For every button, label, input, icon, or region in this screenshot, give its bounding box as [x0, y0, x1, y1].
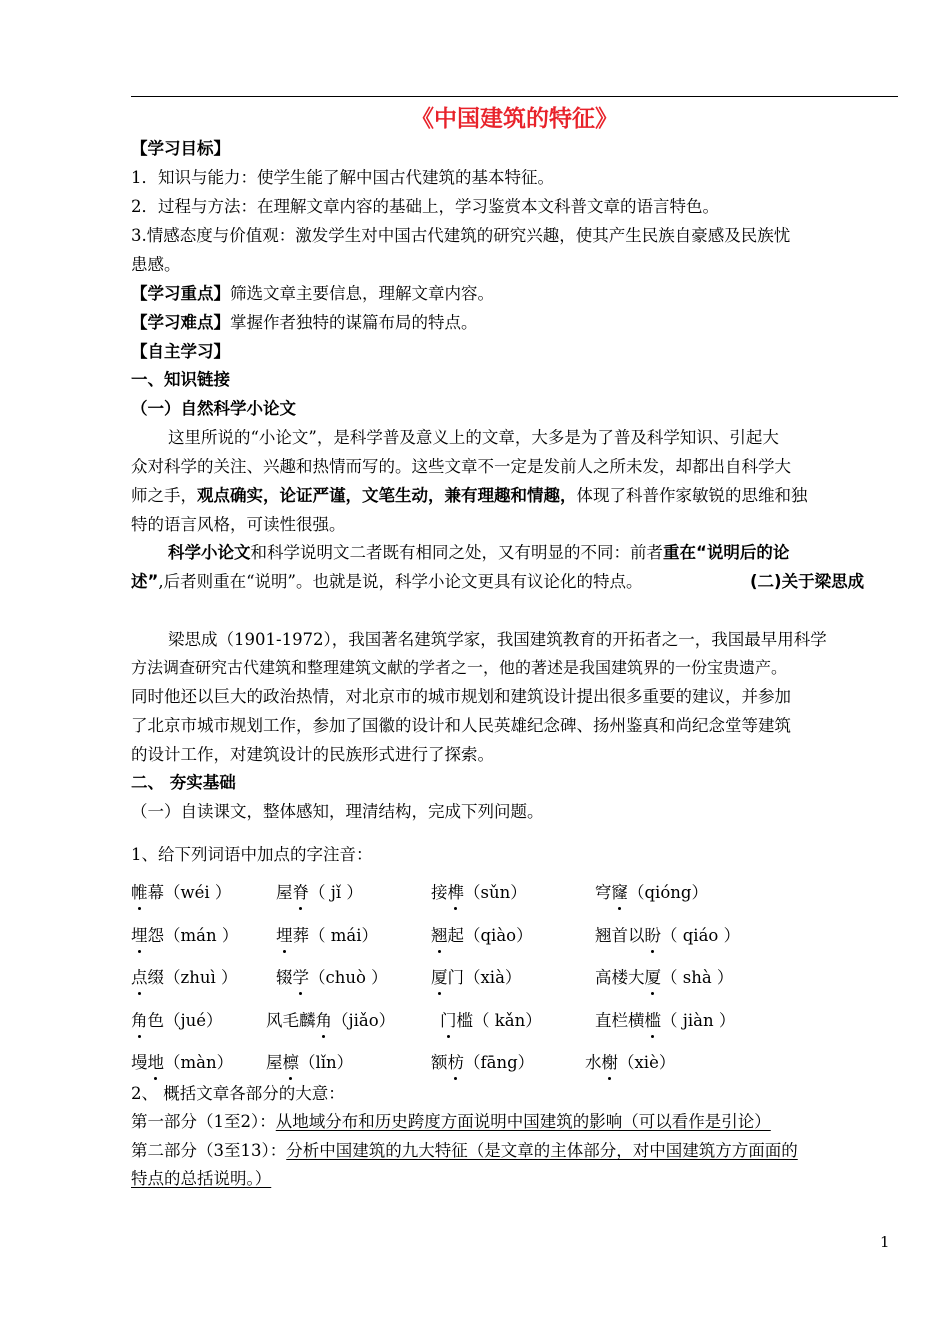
section1-heading: 一、知识链接	[131, 370, 230, 389]
emphasis-text: 观点确实，论证严谨，文笔生动，兼有理趣和情趣，	[197, 486, 577, 505]
section1-sub1: （一）自然科学小论文	[131, 399, 296, 418]
self-study-heading: 【自主学习】	[131, 342, 230, 361]
focus-label: 【学习重点】	[131, 284, 230, 303]
para1-line: 众对科学的关注、兴趣和热情而写的。这些文章不一定是发前人之所未发，却都出自科学大	[131, 457, 791, 476]
section2-sub1: （一）自读课文，整体感知，理清结构，完成下列问题。	[131, 802, 544, 821]
goal-item: 2．过程与方法：在理解文章内容的基础上，学习鉴赏本文科普文章的语言特色。	[131, 197, 719, 216]
pinyin-word-item: 点缀（zhuì ）	[131, 965, 237, 991]
pinyin-word-item: 翘起（qiào）	[431, 923, 533, 949]
pinyin-word-item: 穹窿（qióng）	[595, 880, 708, 906]
pinyin-word-item: 角色（jué）	[131, 1008, 223, 1034]
part1-line: 第一部分（1至2）：从地域分布和历史跨度方面说明中国建筑的影响（可以看作是引论）	[131, 1112, 771, 1131]
part1-answer: 从地域分布和历史跨度方面说明中国建筑的影响（可以看作是引论）	[275, 1112, 771, 1131]
difficulty-label: 【学习难点】	[131, 313, 230, 332]
pinyin-word-item: 厦门（xià）	[431, 965, 521, 991]
page-title: 《中国建筑的特征》	[411, 106, 618, 132]
pinyin-word-item: 屋檩（lǐn）	[266, 1050, 353, 1076]
part2-line: 第二部分（3至13）：分析中国建筑的九大特征（是文章的主体部分，对中国建筑方方面面的	[131, 1141, 798, 1160]
para1-line: 特的语言风格，可读性很强。	[131, 515, 346, 534]
pinyin-word-item: 帷幕（wéi ）	[131, 880, 231, 906]
pinyin-word-item: 埋葬（ mái）	[276, 923, 378, 949]
para3-line: 方法调查研究古代建筑和整理建筑文献的学者之一，他的著述是我国建筑界的一份宝贵遗产。	[131, 658, 788, 677]
section1-sub2: (二)关于梁思成	[750, 572, 865, 591]
para2-line: 述”,后者则重在“说明”。也就是说，科学小论文更具有议论化的特点。	[131, 572, 643, 591]
pinyin-word-item: 直栏横槛（ jiàn ）	[595, 1008, 735, 1034]
pinyin-word-item: 埋怨（mán ）	[131, 923, 238, 949]
pinyin-word-item: 屋脊（ jǐ ）	[276, 880, 363, 906]
page-number: 1	[880, 1233, 890, 1251]
pinyin-word-item: 水榭（xiè）	[585, 1050, 675, 1076]
pinyin-word-item: 辍学（chuò ）	[276, 965, 388, 991]
pinyin-word-item: 额枋（fāng）	[431, 1050, 534, 1076]
focus-text: 筛选文章主要信息，理解文章内容。	[230, 284, 494, 303]
pinyin-word-item: 翘首以盼（ qiáo ）	[595, 923, 740, 949]
difficulty-text: 掌握作者独特的谋篇布局的特点。	[230, 313, 478, 332]
pinyin-word-item: 高楼大厦（ shà ）	[595, 965, 733, 991]
para3-line: 了北京市城市规划工作，参加了国徽的设计和人民英雄纪念碑、扬州鉴真和尚纪念堂等建筑	[131, 716, 791, 735]
pinyin-word-item: 风毛麟角（jiǎo）	[266, 1008, 395, 1034]
pinyin-word-item: 门槛（ kǎn）	[440, 1008, 542, 1034]
para1-line: 这里所说的“小论文”，是科学普及意义上的文章，大多是为了普及科学知识、引起大	[168, 428, 779, 447]
pinyin-word-item: 墁地（màn）	[131, 1050, 233, 1076]
difficulty-line	[131, 310, 478, 336]
para3-line: 梁思成（1901-1972），我国著名建筑学家，我国建筑教育的开拓者之一，我国最早用科学	[168, 630, 827, 649]
para1-line: 师之手，观点确实，论证严谨，文笔生动，兼有理趣和情趣，体现了科普作家敏锐的思维和独	[131, 486, 808, 505]
goal-item: 1．知识与能力：使学生能了解中国古代建筑的基本特征。	[131, 168, 554, 187]
part2-line-cont: 特点的总括说明。）	[131, 1169, 272, 1188]
para2-line: 科学小论文和科学说明文二者既有相同之处，又有明显的不同：前者重在“说明后的论	[168, 543, 790, 562]
question-2: 2、 概括文章各部分的大意：	[131, 1084, 345, 1103]
question-1: 1、给下列词语中加点的字注音：	[131, 845, 373, 864]
para3-line: 的设计工作，对建筑设计的民族形式进行了探索。	[131, 745, 494, 764]
goals-heading: 【学习目标】	[131, 139, 230, 158]
pinyin-word-item: 接榫（sǔn）	[431, 880, 527, 906]
para3-line: 同时他还以巨大的政治热情，对北京市的城市规划和建筑设计提出很多重要的建议，并参加	[131, 687, 791, 706]
goal-item: 3.情感态度与价值观：激发学生对中国古代建筑的研究兴趣，使其产生民族自豪感及民族忧	[131, 226, 791, 245]
goal-item: 患感。	[131, 255, 181, 274]
section2-heading: 二、 夯实基础	[131, 773, 236, 792]
header-rule	[131, 96, 898, 97]
focus-line	[131, 281, 494, 307]
part2-answer: 分析中国建筑的九大特征（是文章的主体部分，对中国建筑方方面面的	[286, 1141, 798, 1160]
